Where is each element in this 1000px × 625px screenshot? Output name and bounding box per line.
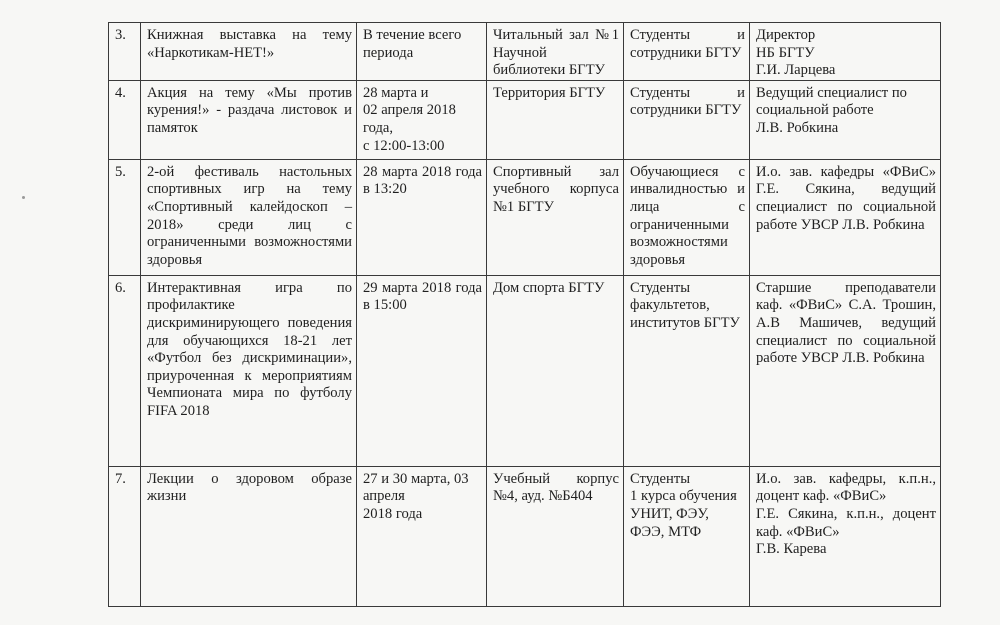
event-place: Территория БГТУ: [487, 80, 624, 159]
event-date: 29 марта 2018 года в 15:00: [357, 275, 487, 466]
table-row: [109, 159, 941, 275]
event-participants: Студенты и сотрудники БГТУ: [624, 80, 750, 159]
event-title: Книжная выставка на тему «Наркотикам-НЕТ!»: [141, 23, 357, 81]
row-number: 4.: [109, 80, 141, 159]
event-participants: Студенты 1 курса обучения УНИТ, ФЭУ, ФЭЭ, МТФ: [624, 466, 750, 606]
event-responsible: Директор НБ БГТУ Г.И. Ларцева: [750, 23, 941, 81]
events-table: [108, 22, 941, 607]
event-participants: Студенты факультетов, институтов БГТУ: [624, 275, 750, 466]
event-place: Учебный корпус №4, ауд. №Б404: [487, 466, 624, 606]
event-date: В течение всего периода: [357, 23, 487, 81]
table-row: [109, 466, 941, 606]
event-date: 28 марта и 02 апреля 2018 года, с 12:00-13:00: [357, 80, 487, 159]
event-responsible: И.о. зав. кафедры «ФВиС» Г.Е. Сякина, ведущий специалист по социальной работе УВСР Л.В. Робкина: [750, 159, 941, 275]
event-title: Интерактивная игра по профилактике дискриминирующего поведения для обучающихся 18-21 лет «Футбол без дискриминации», приуроченная к мероприятиям Чемпионата мира по футболу FIFA 2018: [141, 275, 357, 466]
event-title: 2-ой фестиваль настольных спортивных игр на тему «Спортивный калейдоскоп – 2018» среди лиц с ограниченными возможностями здоровья: [141, 159, 357, 275]
event-place: Читальный зал №1 Научной библиотеки БГТУ: [487, 23, 624, 81]
event-participants: Студенты и сотрудники БГТУ: [624, 23, 750, 81]
event-place: Спортивный зал учебного корпуса №1 БГТУ: [487, 159, 624, 275]
table-row: [109, 23, 941, 81]
table-row: [109, 80, 941, 159]
event-title: Акция на тему «Мы против курения!» - раздача листовок и памяток: [141, 80, 357, 159]
event-date: 27 и 30 марта, 03 апреля 2018 года: [357, 466, 487, 606]
event-responsible: И.о. зав. кафедры, к.п.н., доцент каф. «ФВиС» Г.Е. Сякина, к.п.н., доцент каф. «ФВиС» Г.В. Карева: [750, 466, 941, 606]
row-number: 3.: [109, 23, 141, 81]
event-responsible: Старшие преподаватели каф. «ФВиС» С.А. Трошин, А.В Машичев, ведущий специалист по социальной работе УВСР Л.В. Робкина: [750, 275, 941, 466]
event-title: Лекции о здоровом образе жизни: [141, 466, 357, 606]
event-participants: Обучающиеся с инвалидностью и лица с ограниченными возможностями здоровья: [624, 159, 750, 275]
scan-speck: [22, 196, 25, 199]
row-number: 5.: [109, 159, 141, 275]
row-number: 6.: [109, 275, 141, 466]
event-responsible: Ведущий специалист по социальной работе Л.В. Робкина: [750, 80, 941, 159]
table-row: [109, 275, 941, 466]
event-date: 28 марта 2018 года в 13:20: [357, 159, 487, 275]
event-place: Дом спорта БГТУ: [487, 275, 624, 466]
row-number: 7.: [109, 466, 141, 606]
